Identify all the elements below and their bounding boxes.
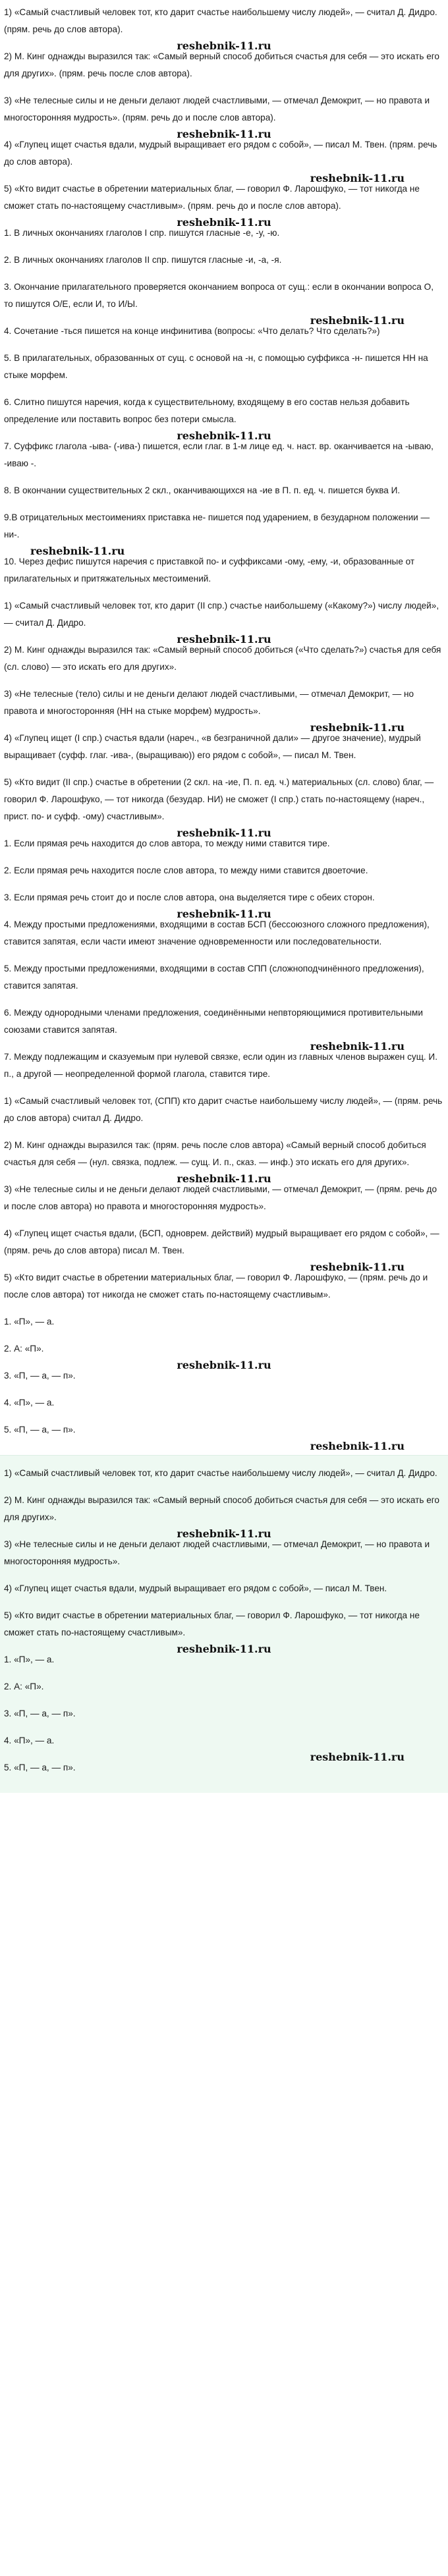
sentence-1: 1) «Самый счастливый человек тот, кто дарит счастье наибольшему числу людей», — считал Д. Дидро. (прям. речь до слов автора).: [4, 7, 437, 34]
annotated-2: 2) М. Кинг однажды выразился так: «Самый верный способ добиться («Что сделать?») счастья для себя (сл. слово) — это искать его для других».: [4, 645, 441, 672]
watermark: reshebnik-11.ru: [177, 1359, 271, 1371]
watermark: reshebnik-11.ru: [177, 1527, 271, 1540]
watermark: reshebnik-11.ru: [310, 172, 405, 184]
scheme-5: 5. «П, — а, — п».: [4, 1425, 76, 1435]
watermark: reshebnik-11.ru: [177, 1172, 271, 1185]
rule-2: 2. В личных окончаниях глаголов II спр. пишутся гласные -и, -а, -я.: [4, 255, 282, 265]
annotated-3: 3) «Не телесные (тело) силы и не деньги делают людей счастливыми, — отмечал Демокрит, — но правота и многосторонняя (НН на стыке морфем) мудрость».: [4, 689, 414, 716]
punct-sentence-2: 2) М. Кинг однажды выразился так: (прям. речь после слов автора) «Самый верный способ добиться счастья для себя — (нул. связка, подлеж. — сущ. И. п., сказ. — инф.) это искать его для других».: [4, 1140, 426, 1167]
watermark: reshebnik-11.ru: [310, 1440, 405, 1452]
watermark: reshebnik-11.ru: [310, 1040, 405, 1053]
sentence-5: 5) «Кто видит счастье в обретении материальных благ, — говорил Ф. Ларошфуко, — тот никогда не сможет стать по-настоящему счастливым». (прям. речь до и после слов автора).: [4, 184, 420, 211]
annotated-5: 5) «Кто видит (II спр.) счастье в обретении (2 скл. на -ие, П. п. ед. ч.) материальных (сл. слово) благ, — говорил Ф. Ларошфуко, — тот никогда (безудар. НИ) не сможет (I спр.) стать по-настоящему (нареч., прист. по- и суфф. -ому) счастливым».: [4, 777, 434, 821]
watermark: reshebnik-11.ru: [177, 40, 271, 52]
rule-3: 3. Окончание прилагательного проверяется окончанием вопроса от сущ.: если в окончании вопроса О, то пишутся О/Е, если И, то И/Ы.: [4, 282, 434, 309]
punct-rule-6: 6. Между однородными членами предложения, соединёнными непвторяющимися противительными союзами ставится запятая.: [4, 1008, 423, 1035]
rule-4: 4. Сочетание -ться пишется на конце инфинитива (вопросы: «Что делать? Что сделать?»): [4, 326, 380, 336]
watermark: reshebnik-11.ru: [177, 633, 271, 645]
rule-10: 10. Через дефис пишутся наречия с приставкой по- и суффиксами -ому, -ему, -и, образованные от прилагательных и притяжательных местоимений.: [4, 557, 415, 584]
sentence-2: 2) М. Кинг однажды выразился так: «Самый верный способ добиться счастья для себя — это искать его для других». (прям. речь после слов автора).: [4, 51, 439, 78]
final-scheme-3: 3. «П, — а, — п».: [4, 1709, 76, 1718]
rule-5: 5. В прилагательных, образованных от сущ. с основой на -н, с помощью суффикса -н- пишется НН на стыке морфем.: [4, 353, 428, 380]
watermark: reshebnik-11.ru: [310, 721, 405, 734]
rule-1: 1. В личных окончаниях глаголов I спр. пишутся гласные -е, -у, -ю.: [4, 228, 280, 238]
watermark: reshebnik-11.ru: [310, 1261, 405, 1273]
punct-rule-7: 7. Между подлежащим и сказуемым при нулевой связке, если один из главных членов выражен сущ. И. п., а другой — неопределенной формой глагола, ставится тире.: [4, 1052, 437, 1079]
final-sentence-3: 3) «Не телесные силы и не деньги делают людей счастливыми, — отмечал Демокрит, — но правота и многосторонняя мудрость».: [4, 1539, 430, 1566]
watermark: reshebnik-11.ru: [177, 1643, 271, 1655]
punct-rule-1: 1. Если прямая речь находится до слов автора, то между ними ставится тире.: [4, 838, 330, 848]
watermark: reshebnik-11.ru: [310, 314, 405, 327]
watermark: reshebnik-11.ru: [177, 128, 271, 140]
rule-6: 6. Слитно пишутся наречия, когда к существительному, входящему в его состав нельзя добавить определение или поставить вопрос без потери смысла.: [4, 397, 410, 424]
watermark: reshebnik-11.ru: [177, 429, 271, 442]
rule-8: 8. В окончании существительных 2 скл., оканчивающихся на -ие в П. п. ед. ч. пишется буква И.: [4, 485, 401, 495]
watermark: reshebnik-11.ru: [177, 908, 271, 920]
final-scheme-4: 4. «П», — а.: [4, 1736, 55, 1745]
final-scheme-1: 1. «П», — а.: [4, 1655, 55, 1664]
punct-rule-3: 3. Если прямая речь стоит до и после слов автора, она выделяется тире с обеих сторон.: [4, 892, 375, 902]
punct-rule-2: 2. Если прямая речь находится после слов автора, то между ними ставится двоеточие.: [4, 865, 368, 875]
sentence-4: 4) «Глупец ищет счастья вдали, мудрый выращивает его рядом с собой», — писал М. Твен. (прям. речь до слов автора).: [4, 140, 437, 167]
punct-rule-5: 5. Между простыми предложениями, входящими в состав СПП (сложноподчинённого предложения), ставится запятая.: [4, 964, 424, 991]
punct-sentence-4: 4) «Глупец ищет счастья вдали, (БСП, одноврем. действий) мудрый выращивает его рядом с собой», — (прям. речь до слов автора) писал М. Твен.: [4, 1228, 439, 1255]
punct-sentence-3: 3) «Не телесные силы и не деньги делают людей счастливыми, — отмечал Демокрит, — (прям. речь до и после слов автора) но правота и многосторонняя мудрость».: [4, 1184, 437, 1211]
scheme-3: 3. «П, — а, — п».: [4, 1371, 76, 1381]
final-sentence-2: 2) М. Кинг однажды выразился так: «Самый верный способ добиться счастья для себя — это искать его для других».: [4, 1495, 439, 1522]
final-sentence-4: 4) «Глупец ищет счастья вдали, мудрый выращивает его рядом с собой», — писал М. Твен.: [4, 1583, 387, 1593]
watermark: reshebnik-11.ru: [30, 545, 125, 557]
final-scheme-2: 2. А: «П».: [4, 1682, 44, 1691]
scheme-2: 2. А: «П».: [4, 1344, 44, 1354]
final-sentence-1: 1) «Самый счастливый человек тот, кто дарит счастье наибольшему числу людей», — считал Д. Дидро.: [4, 1468, 437, 1478]
section-final-answer: [0, 1455, 448, 1793]
scheme-1: 1. «П», — а.: [4, 1317, 55, 1327]
watermark: reshebnik-11.ru: [310, 1751, 405, 1763]
watermark: reshebnik-11.ru: [177, 216, 271, 229]
final-scheme-5: 5. «П, — а, — п».: [4, 1763, 76, 1772]
rule-7: 7. Суффикс глагола -ыва- (-ива-) пишется, если глаг. в 1-м лице ед. ч. наст. вр. оканчивается на -ываю, -иваю -.: [4, 441, 434, 468]
watermark: reshebnik-11.ru: [177, 827, 271, 839]
punct-sentence-1: 1) «Самый счастливый человек тот, (СПП) кто дарит счастье наибольшему числу людей», — (прям. речь до слов автора) считал Д. Дидро.: [4, 1096, 443, 1123]
rule-9: 9.В отрицательных местоимениях приставка не- пишется под ударением, в безударном положении — ни-.: [4, 512, 430, 539]
annotated-4: 4) «Глупец ищет (I спр.) счастья вдали (нареч., «в безграничной дали» — другое значение), мудрый выращивает (суфф. глаг. -ива-, (выращиваю)) его рядом с собой», — писал М. Твен.: [4, 733, 421, 760]
annotated-1: 1) «Самый счастливый человек тот, кто дарит (II спр.) счастье наибольшему («Какому?») числу людей», — считал Д. Дидро.: [4, 601, 439, 628]
scheme-4: 4. «П», — а.: [4, 1398, 55, 1408]
punct-rule-4: 4. Между простыми предложениями, входящими в состав БСП (бессоюзного сложного предложения), ставится запятая, если части имеют значение одновременности или последовательности.: [4, 919, 430, 946]
sentence-3: 3) «Не телесные силы и не деньги делают людей счастливыми, — отмечал Демокрит, — но правота и многосторонняя мудрость». (прям. речь до и после слов автора).: [4, 96, 430, 123]
punct-sentence-5: 5) «Кто видит счастье в обретении материальных благ, — говорил Ф. Ларошфуко, — (прям. речь до и после слов автора) тот никогда не сможет стать по-настоящему счастливым».: [4, 1273, 428, 1300]
final-sentence-5: 5) «Кто видит счастье в обретении материальных благ, — говорил Ф. Ларошфуко, — тот никогда не сможет стать по-настоящему счастливым».: [4, 1610, 420, 1637]
